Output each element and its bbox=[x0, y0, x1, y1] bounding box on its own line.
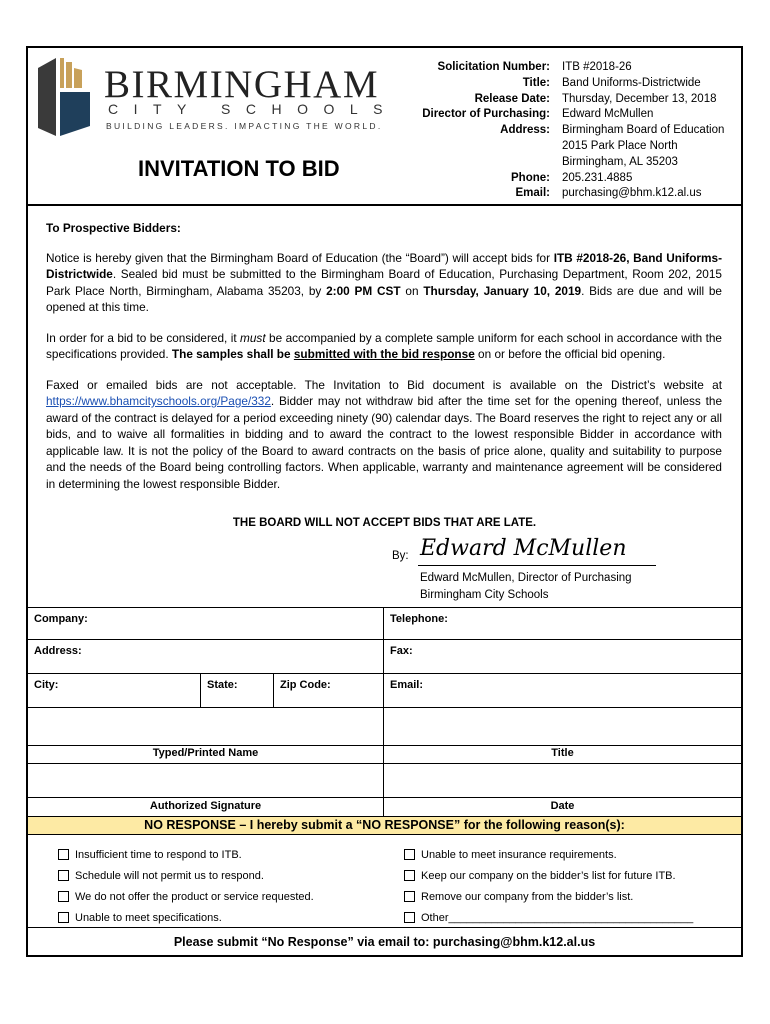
meta-value: purchasing@bhm.k12.al.us bbox=[562, 187, 702, 200]
form-row-address bbox=[28, 639, 741, 673]
reason-label: Schedule will not permit us to respond. bbox=[75, 869, 264, 882]
late-bids-notice: THE BOARD WILL NOT ACCEPT BIDS THAT ARE LATE. bbox=[232, 517, 537, 529]
checkbox-icon[interactable] bbox=[58, 891, 69, 902]
salutation: To Prospective Bidders: bbox=[46, 221, 181, 235]
meta-label bbox=[414, 139, 550, 155]
due-date: Thursday, January 10, 2019 bbox=[423, 283, 582, 298]
text: . Sealed bid must be submitted to the Birmingham Board of Education, Purchasing Department, Room 202, 2015 Park Place North, Birmingham, Alabama 35203, by bbox=[46, 267, 722, 298]
form-row-signature-input bbox=[28, 763, 741, 797]
meta-labels bbox=[414, 60, 550, 202]
divider bbox=[383, 708, 384, 745]
meta-value: Thursday, December 13, 2018 bbox=[562, 92, 717, 105]
meta-value: ITB #2018-26 bbox=[562, 61, 632, 73]
itb-reference: ITB #2018-26, Band Uniforms-Districtwide bbox=[46, 250, 722, 281]
page-title: INVITATION TO BID bbox=[138, 156, 340, 181]
reason-checkbox[interactable] bbox=[58, 865, 314, 886]
city-field[interactable]: City: bbox=[34, 679, 59, 691]
paragraph-samples bbox=[46, 330, 722, 363]
form-row-signature-label bbox=[28, 797, 741, 816]
reason-checkbox[interactable] bbox=[404, 844, 693, 865]
text: . Bidder may not withdraw bid after the time set for the opening thereof, unless the award of the contract is delayed for a period exceeding ninety (90) calendar days. The Board reserves the right to reject any or all bids, and to waive all formalities in bidding and to award the contract to the lowest responsible Bidder in accordance with applicable law. It is not the policy of the Board to award contracts on the basis of price alone, quality and suitability to purpose and the needs of the Board being controlling factors. When applicable, warranty and maintenance agreement will be considered in determining the lowest responsible Bidder. bbox=[46, 394, 722, 491]
reason-label: Keep our company on the bidder’s list for future ITB. bbox=[421, 869, 676, 882]
logo-name: BIRMINGHAM bbox=[104, 63, 380, 106]
checkbox-icon[interactable] bbox=[404, 912, 415, 923]
text: Faxed or emailed bids are not acceptable. The Invitation to Bid document is available on the District’s website at bbox=[46, 377, 722, 392]
text: on or before the official bid opening. bbox=[474, 347, 666, 361]
divider bbox=[383, 764, 384, 797]
reason-label: Insufficient time to respond to ITB. bbox=[75, 848, 242, 861]
emphasis: must bbox=[240, 330, 266, 345]
company-field[interactable]: Company: bbox=[34, 613, 88, 625]
form-row-name-input bbox=[28, 707, 741, 745]
meta-label: Address: bbox=[500, 124, 550, 137]
zip-field[interactable]: Zip Code: bbox=[280, 679, 331, 691]
reason-checkbox[interactable] bbox=[58, 844, 314, 865]
text: In order for a bid to be considered, it bbox=[46, 330, 241, 345]
document-header bbox=[28, 48, 741, 206]
checkbox-icon[interactable] bbox=[58, 912, 69, 923]
meta-value: 2015 Park Place North bbox=[562, 139, 678, 152]
meta-value: Band Uniforms-Districtwide bbox=[562, 76, 701, 89]
meta-label: Solicitation Number: bbox=[437, 61, 550, 73]
meta-value: Birmingham, AL 35203 bbox=[562, 155, 678, 168]
underlined-text: submitted with the bid response bbox=[293, 347, 475, 361]
meta-value: Birmingham Board of Education bbox=[562, 124, 725, 137]
no-response-reasons-right bbox=[404, 844, 693, 928]
form-row-company bbox=[28, 607, 741, 639]
no-response-heading: NO RESPONSE – I hereby submit a “NO RESPONSE” for the following reason(s): bbox=[28, 816, 741, 835]
form-row-city bbox=[28, 673, 741, 707]
signatory-name: Edward McMullen, Director of Purchasing bbox=[420, 572, 632, 584]
text: Notice is hereby given that the Birmingham Board of Education (the “Board”) will accept bids for bbox=[46, 250, 554, 265]
no-response-email-instruction: Please submit “No Response” via email to: purchasing@bhm.k12.al.us bbox=[28, 927, 741, 957]
text: . Bids are due and will be opened at this time. bbox=[46, 283, 722, 314]
bold-text: The samples shall be bbox=[171, 347, 294, 361]
signature-by-label: By: bbox=[392, 550, 409, 562]
logo-subtitle: CITY SCHOOLS bbox=[108, 101, 398, 117]
text: on bbox=[400, 283, 424, 298]
meta-value: Edward McMullen bbox=[562, 108, 654, 121]
meta-values bbox=[562, 60, 742, 202]
paragraph-notice bbox=[46, 250, 722, 316]
signature-image: Edward McMullen bbox=[420, 536, 627, 561]
reason-label: We do not offer the product or service requested. bbox=[75, 890, 314, 903]
meta-value: 205.231.4885 bbox=[562, 171, 633, 184]
reason-label: Unable to meet specifications. bbox=[75, 911, 222, 924]
reason-checkbox[interactable] bbox=[404, 865, 693, 886]
checkbox-icon[interactable] bbox=[58, 870, 69, 881]
reason-checkbox[interactable] bbox=[58, 886, 314, 907]
typed-name-label: Typed/Printed Name bbox=[152, 747, 259, 759]
email-field[interactable]: Email: bbox=[390, 679, 424, 691]
title-label: Title bbox=[551, 747, 574, 759]
bid-document bbox=[26, 46, 743, 957]
signatory-org: Birmingham City Schools bbox=[420, 588, 549, 601]
reason-checkbox[interactable] bbox=[404, 907, 693, 928]
address-field[interactable]: Address: bbox=[34, 645, 82, 657]
fax-field[interactable]: Fax: bbox=[390, 645, 413, 657]
reason-label: Other________________________________________ bbox=[421, 911, 694, 924]
meta-label: Phone: bbox=[511, 171, 550, 184]
checkbox-icon[interactable] bbox=[404, 849, 415, 860]
birmingham-logo-icon bbox=[38, 58, 90, 136]
body-text bbox=[46, 220, 722, 506]
meta-label: Release Date: bbox=[474, 92, 550, 105]
checkbox-icon[interactable] bbox=[404, 870, 415, 881]
no-response-reasons-left bbox=[58, 844, 314, 928]
form-row-name-label bbox=[28, 745, 741, 763]
logo-tagline: BUILDING LEADERS. IMPACTING THE WORLD. bbox=[106, 121, 383, 131]
telephone-field[interactable]: Telephone: bbox=[390, 613, 448, 625]
meta-label: Title: bbox=[522, 76, 550, 89]
paragraph-terms bbox=[46, 377, 722, 493]
signatory bbox=[420, 570, 632, 603]
checkbox-icon[interactable] bbox=[58, 849, 69, 860]
meta-label bbox=[414, 155, 550, 171]
checkbox-icon[interactable] bbox=[404, 891, 415, 902]
text: be accompanied by a complete sample uniform for each school in accordance with the specifications provided. bbox=[46, 330, 722, 361]
reason-label: Unable to meet insurance requirements. bbox=[421, 848, 617, 861]
website-link[interactable]: https://www.bhamcityschools.org/Page/332 bbox=[46, 394, 271, 408]
meta-label: Director of Purchasing: bbox=[422, 108, 550, 121]
due-time: 2:00 PM CST bbox=[326, 283, 401, 298]
signature-line bbox=[418, 565, 656, 566]
authorized-signature-label: Authorized Signature bbox=[149, 800, 262, 812]
meta-label: Email: bbox=[515, 187, 550, 200]
date-label: Date bbox=[550, 800, 575, 812]
reason-label: Remove our company from the bidder’s list. bbox=[421, 890, 634, 903]
reason-checkbox[interactable] bbox=[404, 886, 693, 907]
reason-checkbox[interactable] bbox=[58, 907, 314, 928]
state-field[interactable]: State: bbox=[207, 679, 238, 691]
